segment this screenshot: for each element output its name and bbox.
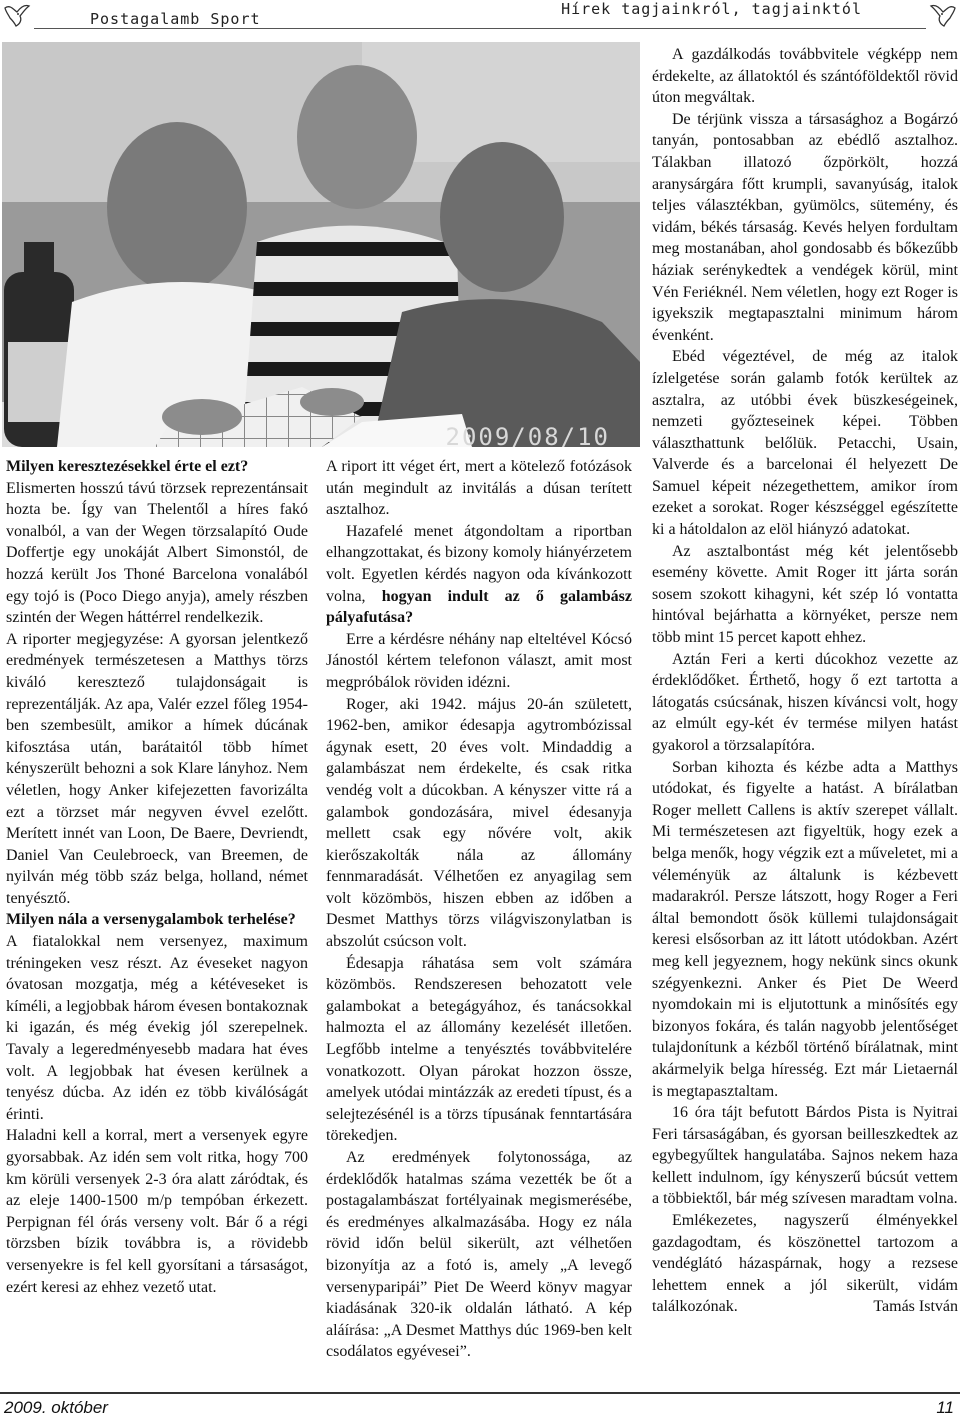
paragraph: A riport itt véget ért, mert a kötelező fotózások után megindult az invitálás a dúsan terített asztalhoz. bbox=[326, 458, 632, 519]
page-footer bbox=[0, 1392, 960, 1421]
interview-question: Milyen nála a versenygalambok terhelése? bbox=[6, 911, 296, 929]
header-rule bbox=[34, 28, 926, 29]
paragraph: Ebéd végeztével, de még az italok ízlelgetése során galamb fotók kerültek az asztalra, az utóbbi évek büszkeségeinek, nemzeti győzteseinek képei. Többen választhattunk belőlük. Petacchi, Usain, Valverde és a barcelonai él helyezett De Samuel képeit nézegethettem, amikor írom ezeket a sorokat. Roger készséggel egészítette ki a hátoldalon az elöl hiányzó adatokat. bbox=[652, 348, 958, 539]
magazine-title: Postagalamb Sport bbox=[90, 10, 261, 28]
paragraph: Sorban kihozta és kézbe adta a Matthys utódokat, és figyelte a hatást. A bírálatban Roger mellett Callens is aktív szerepet vállalt. Mi természetesen azt figyeltük, hogy ezek a belga menők, hogy végzik ezt a műveletet, mi a véleményük az általunk is kézbevett madarakról. Persze látszott, hogy Roger a Feri által bemondott ősök küllemi tulajdonságait keresi elsősorban az itt látott utódokban. Azért meg kell jegyeznem, hogy nekünk sincs okunk szégyenkezni. Anker és Piet De Weerd nyomdokain mi is eljutottunk a minősítés egy bizonyos fokára, és talán nagyobb jelentőséget tulajdonítunk a kézből történő bírálatnak, mint akármelyik belga híresség. Ezt már Lietaernál is megtapasztaltam. bbox=[652, 758, 958, 1100]
issue-date: 2009. október bbox=[4, 1398, 108, 1417]
paragraph: Haladni kell a korral, mert a versenyek egyre gyorsabbak. Az idén sem volt ritka, hogy 700 km körüli versenyek 2-3 óra alatt záródtak, és az eleje 1400-1500 m/p tempóban érkezett. Perpignan fél órás verseny volt. Bár ő a régi törzsben bízik továbbra is, a rövidebb versenyekre is fel kell gyorsítani a társaságot, ezért keresi az ehhez vezető utat. bbox=[6, 1127, 308, 1296]
section-title: Hírek tagjainkról, tagjainktól bbox=[561, 0, 862, 18]
photo-date-stamp: 2009/08/10 bbox=[445, 423, 610, 447]
paragraph: A fiatalokkal nem versenyez, maximum tréningeken vesz részt. Az éveseket nagyon óvatosan mozgatja, még a kétéveseket is kíméli, a legjobbak három évesen bontakoznak ki igazán, és még évekig jól szerepelnek. Tavaly a legeredményesebb madara hat éves volt. A legjobbak hat évesen kerülnek a tenyész dúcba. Az idén ez több kiválóságát érinti. bbox=[6, 933, 308, 1123]
page-number: 11 bbox=[936, 1398, 954, 1417]
paragraph: Az eredmények folytonossága, az érdeklődők hatalmas száma vezették be őt a postagalambászat fortélyainak megismerésébe, és eredményes alkalmazásába. Hogy ez nála rövid időn belül sikerült, azt vélhetően bizonyítja az a fotó is, amely „A levegő versenyparipái” Piet De Weerd könyv magyar kiadásának 320-ik oldalán látható. A kép aláírása: „A Desmet Matthys dúc 1969-ben kelt csodálatos egyévesei”. bbox=[326, 1149, 632, 1361]
page-header bbox=[0, 0, 960, 34]
paragraph bbox=[652, 1210, 958, 1318]
paragraph: Aztán Feri a kerti dúcokhoz vezette az érdeklődőket. Érthető, hogy ő ezt tartotta a látogatás csúcsának, hiszen kíváncsi volt, hogy az elmúlt egy-két év termése milyen hatást gyakorol a törzsalapítóra. bbox=[652, 650, 958, 754]
column-middle bbox=[326, 456, 632, 1363]
interview-question: Milyen keresztezésekkel érte el ezt? bbox=[6, 458, 249, 475]
paragraph-text: Hazafelé menet átgondoltam a riportban elhangzottakat, és bizony komoly hiányérzetem volt. Egyetlen kérdés nagyon oda kívánkozott volna, bbox=[326, 522, 632, 605]
bold-question: hogyan indult az ő galambász pályafutása? bbox=[326, 587, 633, 627]
pigeon-logo-icon bbox=[928, 2, 958, 28]
paragraph: A riporter megjegyzése: A gyorsan jelentkező eredmények természetesen a Matthys törzs kiváló keresztező tulajdonságait is reprezentálják. Az apa, Valér ezzel főleg 1954-ben szembesült, amikor a hímek dúcának kifosztása után, barátaitól több hímet kényszerült behozni a sok Klare lányhoz. Nem véletlen, hogy Anker kifejezetten favorizálta ezt a törzset már negyven évvel ezelőtt. Merített innét van Loon, De Baere, Devriendt, Daniel Van Ceulebroeck, van Breemen, de nyilván még több száz belga, holland, német tenyésztő. bbox=[6, 630, 308, 907]
paragraph: Édesapja ráhatása sem volt számára közömbös. Rendszeresen behozatott vele galambokat a betegágyához, és tanácsokkal halmozta el az állomány kezelését illetően. Legfőbb intelme a tenyésztés továbbvitelére vonatkozott. Olyan párokat hozzon össze, amelyek utódai mintázzák az eredeti típust, és a selejtezésénél is a törzs típusának fenntartására törekedjen. bbox=[326, 954, 632, 1145]
article-photo bbox=[2, 42, 640, 447]
column-right bbox=[652, 44, 958, 1318]
paragraph-text: Emlékezetes, nagyszerű élményekkel gazdagodtam, és köszönettel tartozom a vendéglátó házaspárnak, hogy a rezsese lehettem ennek a jól sikerült, vidám találkozónak. bbox=[652, 1212, 958, 1316]
paragraph: 16 óra tájt befutott Bárdos Pista is Nyitrai Feri társaságában, és gyorsan beilleszkedtek az egybegyűltek hangulatába. Sajnos nekem haza kellett indulnom, így kényszerű búcsút vettem a többiektől, bár még szívesen maradtam volna. bbox=[652, 1104, 958, 1208]
paragraph: De térjünk vissza a társasághoz a Bogárzó tanyán, pontosabban az ebédlő asztalhoz. Tálakban illatozó őzpörkölt, hozzá aranysárgára főtt krumpli, savanyúság, italok teljes választékban, gyümölcs, sütemény, és vidám, békés társaság. Kevés helyen fordultam meg mostanában, ahol gondosabb és bőkezűbb háziak serénykedtek a vendégek körül, mint Vén Feriéknél. Nem véletlen, hogy ezt Roger is igyekszik megtapasztalni minimum három évenként. bbox=[652, 110, 958, 344]
author-signature: Tamás István bbox=[873, 1298, 958, 1316]
paragraph: Erre a kérdésre néhány nap elteltével Kócsó Jánostól kértem telefonon választ, amit most megpróbálok röviden idézni. bbox=[326, 630, 632, 691]
paragraph: Roger, aki 1942. május 20-án született, 1962-ben, amikor édesapja agytrombózissal ágynak esett, 20 éves volt. Mindaddig a galambászat nem érdekelte, és csak ritka vendég volt a dúcokban. A kényszer vitte rá a galambok gondozására, mivel édesanyja mellett csak egy nővére volt, akik kierőszakolták nála az állomány fennmaradását. Vélhetően ez anyagilag sem volt közömbös, hiszen ebben az időben a Desmet Matthys törzs világviszonylatban is abszolút csúcson volt. bbox=[326, 695, 632, 951]
paragraph: Elismerten hosszú távú törzsek reprezentánsait hozta be. Így van Thelentől a híres fakó vonalból, a van der Wegen törzsalapító Oude Doffertje egy unokáját Albert Simonstól, de hozzá került Jos Thoné Barcelona vonalából egy tojó is (Poco Diego anyja), amely részben szintén der Wegen háttérrel rendelkezik. bbox=[6, 479, 308, 627]
paragraph: Az asztalbontást még két jelentősebb esemény követte. Amit Roger itt járta során sosem szokott kihagyni, két szép ló vontatta hintóval bejárhatta a környéket, persze nem több mint 15 percet kapott ehhez. bbox=[652, 542, 958, 647]
pigeon-logo-icon bbox=[2, 2, 32, 28]
paragraph: A gazdálkodás továbbvitele végképp nem érdekelte, az állatoktól és szántóföldektől rövid úton megváltak. bbox=[652, 46, 958, 107]
column-left bbox=[6, 456, 308, 1298]
paragraph bbox=[326, 521, 632, 629]
